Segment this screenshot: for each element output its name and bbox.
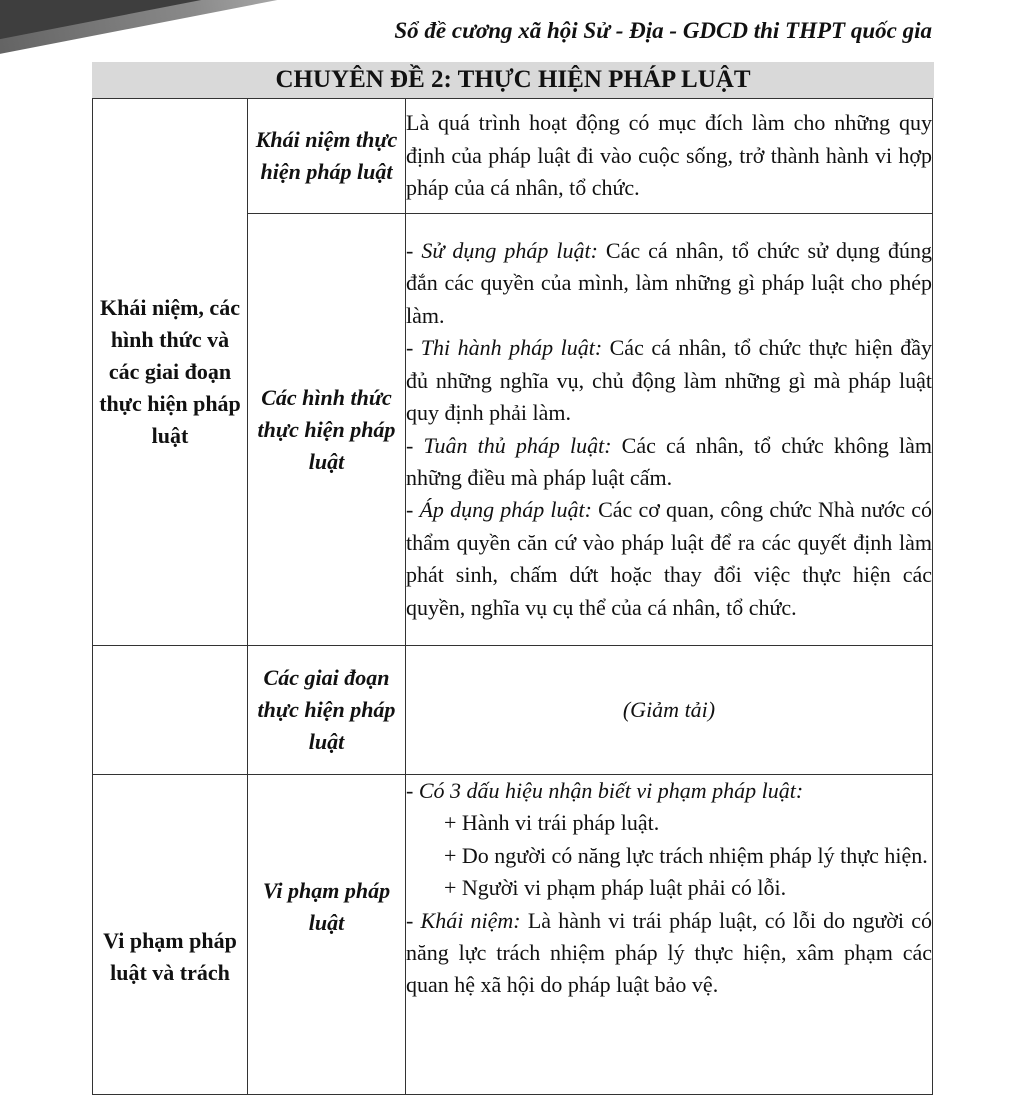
empty-cell xyxy=(93,646,248,775)
item-lead: - Sử dụng pháp luật: xyxy=(406,238,598,264)
item-text: Các cơ quan, công chức Nhà nước có thẩm quyền căn cứ vào pháp luật để ra các quyết định làm phát sinh, chấm dứt hoặc thay đổi việc thực hiện các quyền, nghĩa vụ cụ thể của cá nhân, tổ chức. xyxy=(406,497,932,620)
item-lead: - Tuân thủ pháp luật: xyxy=(406,432,612,458)
definition xyxy=(406,905,932,1002)
concept-description xyxy=(406,99,933,214)
concept-label: Khái niệm thực hiện pháp luật xyxy=(248,99,406,214)
definition-lead: - Khái niệm: xyxy=(406,907,521,933)
list-item: + Hành vi trái pháp luật. xyxy=(444,810,660,836)
list-item xyxy=(406,332,932,429)
concept-description xyxy=(406,214,933,646)
item-lead: - Áp dụng pháp luật: xyxy=(406,497,592,523)
concept-description xyxy=(406,775,933,1095)
item-lead: - Thi hành pháp luật: xyxy=(406,335,603,361)
list-item xyxy=(406,494,932,624)
concept-label: Vi phạm pháp luật xyxy=(248,775,406,1095)
signs-lead: - Có 3 dấu hiệu nhận biết vi phạm pháp luật: xyxy=(406,778,804,803)
concept-label: Các giai đoạn thực hiện pháp luật xyxy=(248,646,406,775)
item-text: Các cá nhân, tổ chức sử dụng đúng đắn các quyền của mình, làm những gì pháp luật cho phép làm. xyxy=(406,238,932,328)
item-text: Các cá nhân, tổ chức không làm những điều mà pháp luật cấm. xyxy=(406,432,932,490)
table-row xyxy=(93,99,933,214)
table-row xyxy=(93,646,933,775)
list-item: + Người vi phạm pháp luật phải có lỗi. xyxy=(444,875,787,901)
description-text: Là quá trình hoạt động có mục đích làm cho những quy định của pháp luật đi vào cuộc sống, trở thành hành vi hợp pháp của cá nhân, tổ chức. xyxy=(406,110,932,201)
table-row xyxy=(93,775,933,1095)
group-label-2: Vi phạm pháp luật và trách xyxy=(93,775,248,1095)
running-header: Sổ đề cương xã hội Sử - Địa - GDCD thi THPT quốc gia xyxy=(394,18,932,43)
section-title: CHUYÊN ĐỀ 2: THỰC HIỆN PHÁP LUẬT xyxy=(92,62,934,98)
content-table xyxy=(92,98,933,1095)
list-item: + Do người có năng lực trách nhiệm pháp lý thực hiện. xyxy=(444,842,928,868)
group-label-1: Khái niệm, các hình thức và các giai đoạn thực hiện pháp luật xyxy=(93,99,248,646)
item-text: Các cá nhân, tổ chức thực hiện đầy đủ những nghĩa vụ, chủ động làm những gì mà pháp luật quy định phải làm. xyxy=(406,335,932,426)
list-item xyxy=(406,235,932,332)
reduced-note: (Giảm tải) xyxy=(406,646,933,775)
list-item xyxy=(406,430,932,495)
concept-label: Các hình thức thực hiện pháp luật xyxy=(248,214,406,646)
definition-text: Là hành vi trái pháp luật, có lỗi do người có năng lực trách nhiệm pháp lý thực hiện, xâm phạm các quan hệ xã hội do pháp luật bảo vệ. xyxy=(406,907,932,998)
